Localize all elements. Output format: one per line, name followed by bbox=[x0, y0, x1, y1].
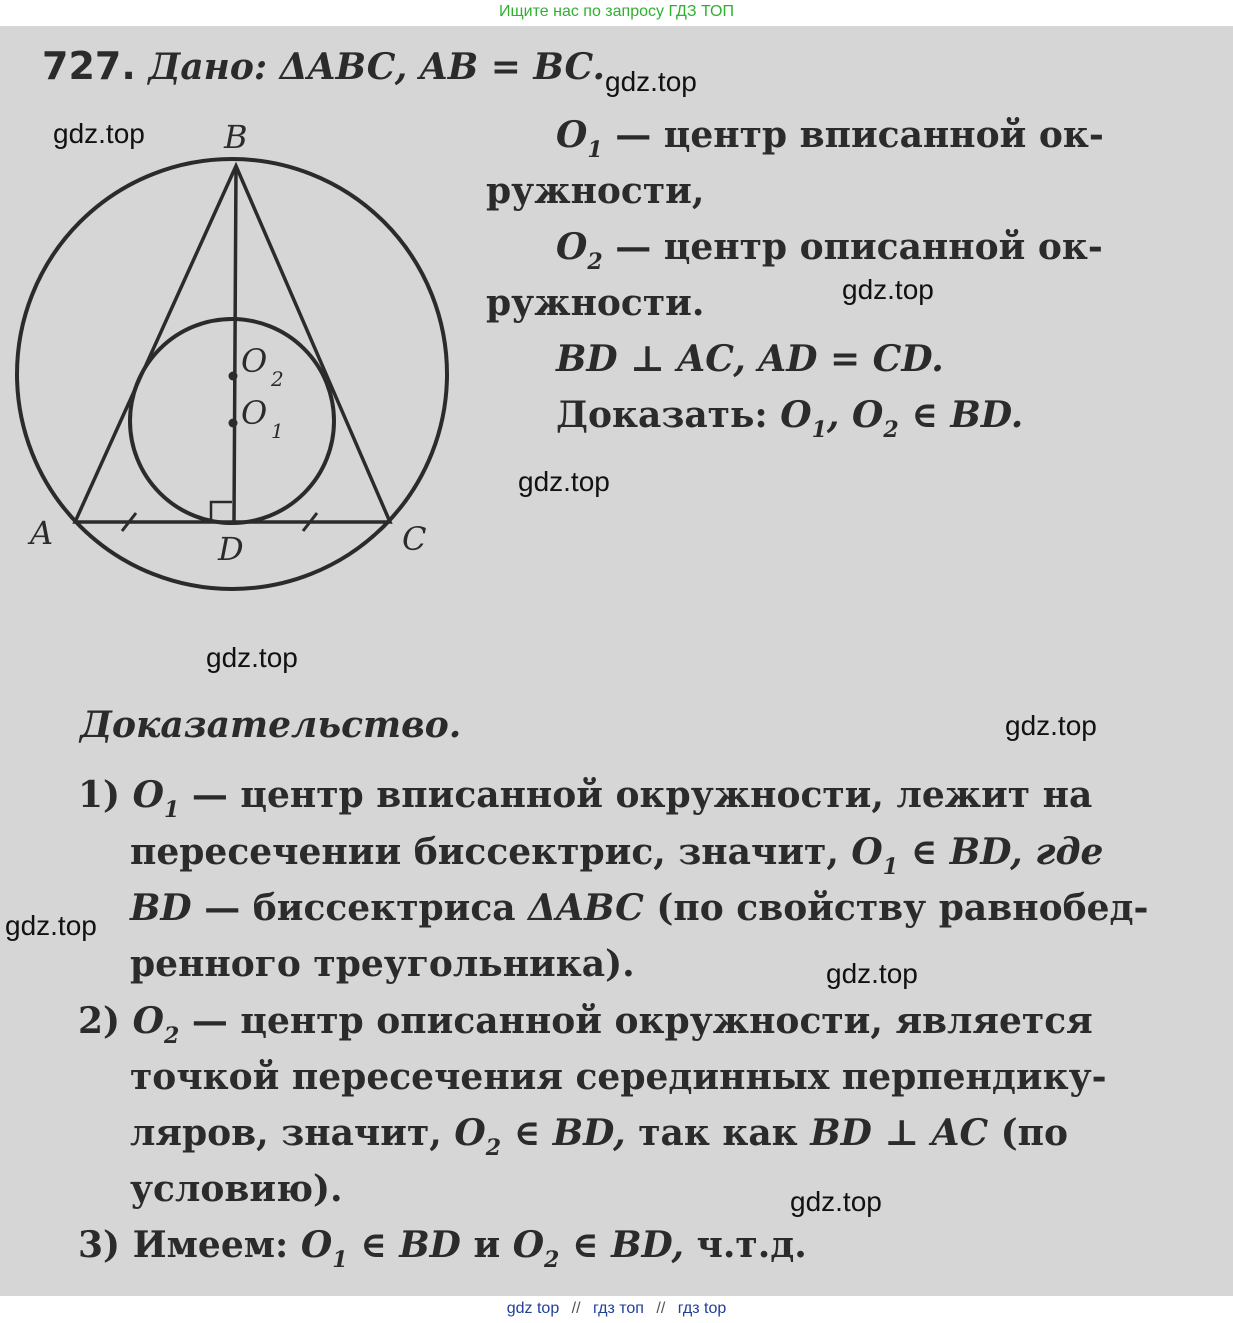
watermark-7: gdz.top bbox=[5, 910, 97, 941]
given-expression: ΔABC, AB = BC. bbox=[279, 46, 606, 88]
watermark-9: gdz.top bbox=[790, 1186, 882, 1217]
proof-step1-line2: пересечении биссектрис, значит, $O_1$ ∈ BD, где bbox=[130, 831, 1104, 880]
problem-header bbox=[42, 44, 605, 88]
proof-step2-line4: условию). bbox=[130, 1168, 343, 1210]
footer-separator: // bbox=[656, 1300, 666, 1317]
given-o1-line2: ружности, bbox=[486, 170, 705, 212]
label-o1: O bbox=[241, 394, 268, 432]
proof-title: Доказательство. bbox=[80, 704, 462, 746]
proof-step1-line3: BD — биссектриса ΔABC (по свойству равнобед- bbox=[130, 887, 1149, 929]
label-b: B bbox=[224, 118, 248, 156]
proof-step3: 3) Имеем: $O_1$ ∈ BD и $O_2$ ∈ BD, ч.т.д. bbox=[78, 1224, 807, 1273]
watermark-6: gdz.top bbox=[1005, 710, 1097, 741]
label-o1-sub: 1 bbox=[271, 419, 284, 443]
problem-number: 727. bbox=[42, 44, 136, 88]
watermark-2: gdz.top bbox=[53, 118, 145, 149]
given-o2-line2: ружности. bbox=[486, 282, 705, 324]
geometry-figure bbox=[0, 26, 480, 626]
proof-step1-line1: 1) $O_1$ — центр вписанной окружности, лежит на bbox=[78, 774, 1093, 823]
watermark-3: gdz.top bbox=[842, 274, 934, 305]
given-condition: BD ⊥ AC, AD = CD. bbox=[556, 338, 944, 380]
point-o2 bbox=[229, 372, 238, 381]
proof-step2-line1: 2) $O_2$ — центр описанной окружности, является bbox=[78, 1000, 1093, 1049]
watermark-5: gdz.top bbox=[206, 642, 298, 673]
footer-link-1[interactable]: gdz top bbox=[506, 1300, 560, 1317]
watermark-1: gdz.top bbox=[605, 66, 697, 97]
proof-step2-line3: ляров, значит, $O_2$ ∈ BD, так как BD ⊥ AC (по bbox=[130, 1112, 1069, 1161]
footer-link-2[interactable]: гдз топ bbox=[593, 1300, 644, 1317]
label-a: A bbox=[30, 514, 54, 552]
proof-step1-line4: ренного треугольника). bbox=[130, 943, 635, 985]
label-c: C bbox=[402, 520, 427, 558]
right-angle-mark bbox=[211, 502, 232, 522]
given-label: Дано: bbox=[148, 46, 268, 88]
textbook-page bbox=[0, 26, 1233, 1296]
footer-link-3[interactable]: гдз top bbox=[677, 1300, 727, 1317]
top-banner[interactable]: Ищите нас по запросу ГДЗ ТОП bbox=[499, 3, 734, 20]
label-d: D bbox=[218, 530, 244, 568]
watermark-4: gdz.top bbox=[518, 466, 610, 497]
given-o2-line1: $O_2$ — центр описанной ок- bbox=[556, 226, 1103, 275]
segment-bd bbox=[234, 166, 236, 522]
watermark-8: gdz.top bbox=[826, 958, 918, 989]
triangle-abc bbox=[75, 166, 390, 522]
footer-separator: // bbox=[571, 1300, 581, 1317]
footer-links bbox=[0, 1296, 1233, 1323]
given-o1-line1: $O_1$ — центр вписанной ок- bbox=[556, 114, 1104, 163]
label-o2: O bbox=[241, 342, 268, 380]
prove-statement: Доказать: $O_1$, $O_2$ ∈ BD. bbox=[556, 394, 1024, 443]
label-o2-sub: 2 bbox=[271, 367, 284, 391]
point-o1 bbox=[229, 419, 238, 428]
proof-step2-line2: точкой пересечения серединных перпендику- bbox=[130, 1056, 1107, 1098]
